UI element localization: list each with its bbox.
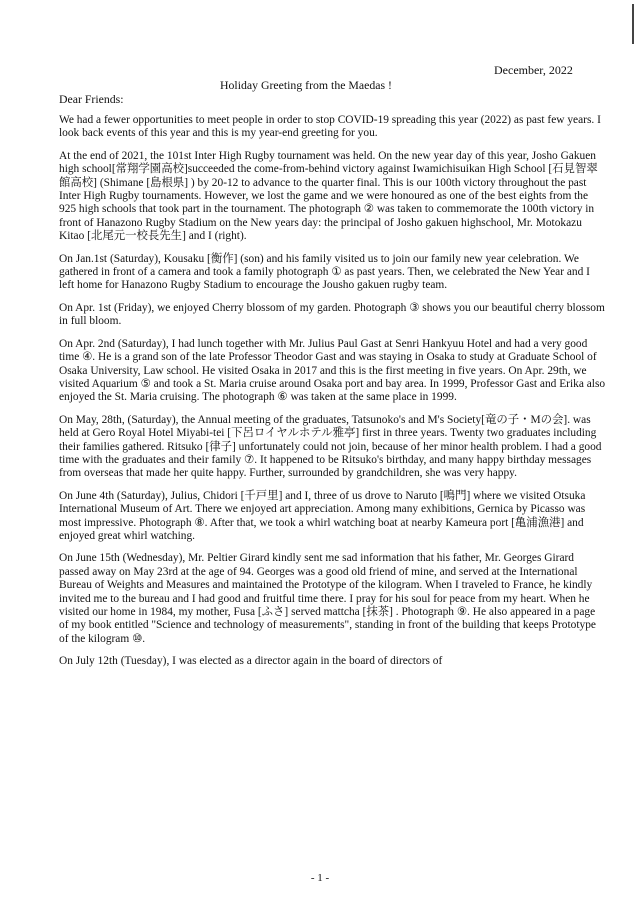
paragraph: On May, 28th, (Saturday), the Annual meeting of the graduates, Tatsunoko's and M's Society[竜の子・Mの会]. was held at Gero Royal Hotel Miyabi-tei [下呂ロイヤルホテル雅亭] first in three years. Twenty two graduates including their families gathered. Ritsuko [律子] unfortunately could not join, because of her minor health problem. I had a good time with the graduates and their family ⑦. It happened to be Ritsuko's birthday, and many happy birthday messages from overseas that made her quite happy. Further, surrounded by grandchildren, she was very happy.	[59, 413, 602, 480]
paragraph: On June 15th (Wednesday), Mr. Peltier Girard kindly sent me sad information that his father, Mr. Georges Girard passed away on May 23rd at the age of 94. Georges was a good old friend of mine, and served at the International Bureau of Weights and Measures and maintained the Prototype of the kilogram. When I traveled to France, he kindly invited me to the bureau and I had good and fruitful time there. I pray for his soul for peace from my heart. When he visited our home in 1984, my mother, Fusa [ふさ] served mattcha [抹茶] . Photograph ⑨. He also appeared in a page of my book entitled "Science and technology of measurements", standing in front of the building that keeps Prototype of the kilogram ⑩.	[59, 552, 596, 645]
paragraph: On Jan.1st (Saturday), Kousaku [衡作] (son) and his family visited us to join our family new year celebration. We gathered in front of a camera and took a family photograph ① as past years. Then, we celebrated the New Year and I left home for Hanazono Rugby Stadium to encourage the Jousho gakuen rugby team.	[59, 252, 590, 292]
page-number: - 1 -	[310, 872, 330, 884]
paragraph: We had a fewer opportunities to meet people in order to stop COVID-19 spreading this year (2022) as past few years. I look back events of this year and this is my year-end greeting for you.	[59, 114, 601, 140]
paragraph: On Apr. 1st (Friday), we enjoyed Cherry blossom of my garden. Photograph ③ shows you our beautiful cherry blossom in full bloom.	[59, 301, 605, 328]
paragraph: On Apr. 2nd (Saturday), I had lunch together with Mr. Julius Paul Gast at Senri Hankyuu Hotel and had a very good time ④. He is a grand son of the late Professor Theodor Gast and was staying in Osaka to study at Graduate School of Osaka University, Law school. He visited Osaka in 2017 and this is the first meeting in five years. On Apr. 29th, we visited Aquarium ⑤ and took a St. Maria cruise around Osaka port and bay area. In 1999, Professor Gast and Erika also enjoyed the St. Maria cruising. The photograph ⑥ was taken at the same place in 1999.	[59, 337, 606, 404]
letter-date: December, 2022	[494, 63, 573, 77]
paragraph: At the end of 2021, the 101st Inter High Rugby tournament was held. On the new year day of this year, Josho Gakuen high school[常翔学園高校]succeeded the come-from-behind victory against Iwamichisuikan High School [石見智翠館高校] (Shimane [島根県] ) by 20-12 to advance to the quarter final. This is our 100th victory throughout the past Inter High Rugby tournaments. However, we lost the game and we were honoured as one of the best eights from the 925 high schools that took part in the tournament. The photograph ② was taken to commemorate the 100th victory in front of Hanazono Rugby Stadium on the New years day: the principal of Josho gakuen highschool, Mr. Motokazu Kitao [北尾元一校長先生] and I (right).	[59, 149, 598, 243]
page-edge-mark	[632, 4, 634, 44]
paragraph: On July 12th (Tuesday), I was elected as a director again in the board of directors of	[59, 655, 443, 668]
letter-title: Holiday Greeting from the Maedas !	[220, 78, 392, 92]
letter-body	[59, 114, 607, 678]
paragraph: On June 4th (Saturday), Julius, Chidori [千戸里] and I, three of us drove to Naruto [鳴門] where we visited Otsuka International Museum of Art. There we enjoyed art appreciation. Among many exhibitions, Gernica by Picasso was most impressive. Photograph ⑧. After that, we took a whirl watching boat at nearby Kameura port [亀浦漁港] and enjoyed great whirl watching.	[59, 489, 586, 542]
salutation: Dear Friends:	[59, 92, 124, 106]
